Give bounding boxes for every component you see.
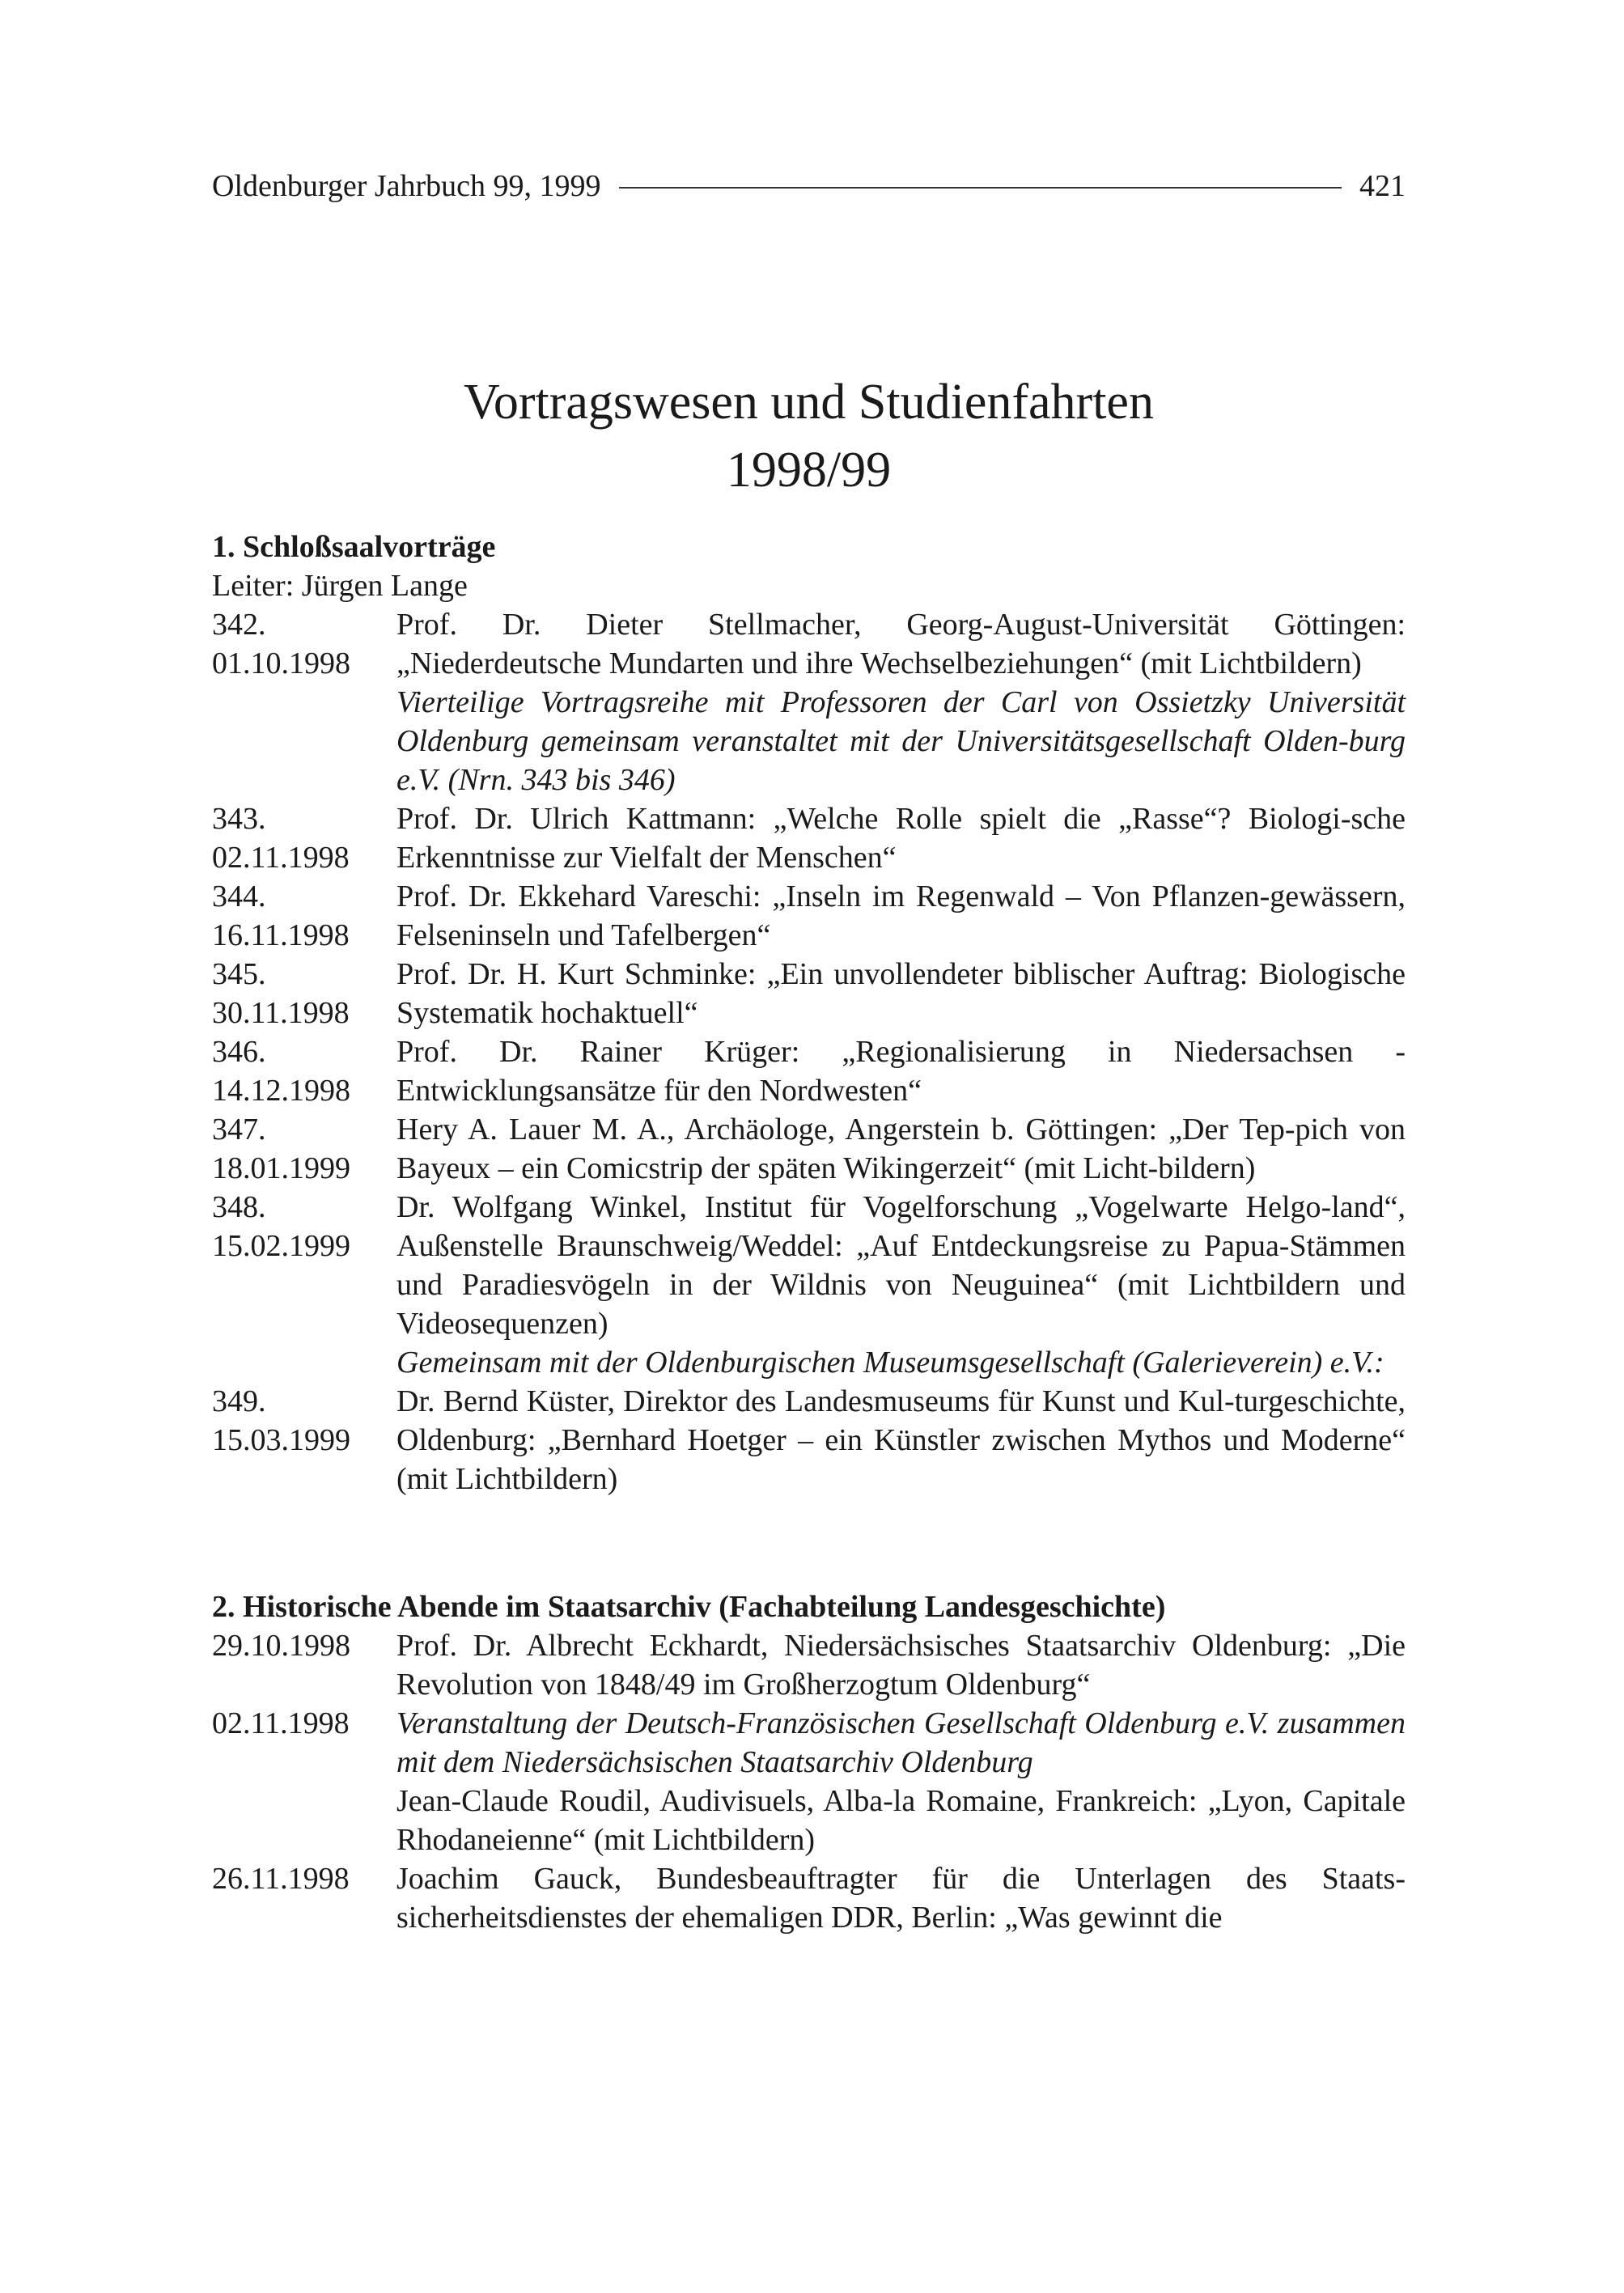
entry-meta <box>212 605 396 799</box>
entry-body <box>396 1859 1406 1937</box>
entry-number: 342. <box>212 608 266 642</box>
section-1-leader: Leiter: Jürgen Lange <box>212 569 468 603</box>
entry-text: Joachim Gauck, Bundesbeauftragter für die Unterlagen des Staats-sicherheitsdienstes der ehemaligen DDR, Berlin: „Was gewinnt die <box>396 1862 1406 1935</box>
entry-meta <box>212 955 396 1032</box>
title-line-1: Vortragswesen und Studienfahrten <box>464 375 1154 430</box>
entry-body <box>396 1110 1406 1188</box>
page-title <box>212 368 1406 504</box>
entry-text: Prof. Dr. Ulrich Kattmann: „Welche Rolle spielt die „Rasse“? Biologi-sche Erkenntnisse zur Vielfalt der Menschen“ <box>396 802 1406 875</box>
entry-text: Prof. Dr. Rainer Krüger: „Regionalisierung in Niedersachsen - Entwicklungsansätze für den Nordwesten“ <box>396 1035 1406 1108</box>
entry-date: 15.03.1999 <box>212 1423 350 1457</box>
entry-meta <box>212 1859 396 1937</box>
section-spacer <box>212 1498 1406 1587</box>
entry-meta <box>212 877 396 955</box>
entry-body <box>396 1626 1406 1704</box>
entry-text: Dr. Wolfgang Winkel, Institut für Vogelforschung „Vogelwarte Helgo-land“, Außenstelle Braunschweig/Weddel: „Auf Entdeckungsreise zu Papua-Stämmen und Paradiesvögeln in der Wildnis von Neuguinea“ (mit Lichtbildern und Videosequenzen) <box>396 1190 1406 1341</box>
entry-body <box>396 1188 1406 1382</box>
entry-text: Prof. Dr. Albrecht Eckhardt, Niedersächsisches Staatsarchiv Oldenburg: „Die Revolution von 1848/49 im Großherzogtum Oldenburg“ <box>396 1629 1406 1702</box>
entry-text: Hery A. Lauer M. A., Archäologe, Angerstein b. Göttingen: „Der Tep-pich von Bayeux – ein Comicstrip der späten Wikingerzeit“ (mit Licht-bildern) <box>396 1113 1406 1185</box>
entry-note: Veranstaltung der Deutsch-Französischen Gesellschaft Oldenburg e.V. zusammen mit dem Niedersächsischen Staatsarchiv Oldenburg <box>396 1706 1406 1779</box>
entry-number: 343. <box>212 802 266 836</box>
entry-date: 29.10.1998 <box>212 1629 350 1663</box>
entry-number: 347. <box>212 1113 266 1146</box>
entry-body <box>396 1704 1406 1859</box>
lecture-entry <box>212 1382 1406 1498</box>
entry-meta <box>212 1626 396 1704</box>
document-body <box>212 528 1406 1937</box>
lecture-entry <box>212 877 1406 955</box>
lecture-entry <box>212 1032 1406 1110</box>
entry-text: Prof. Dr. H. Kurt Schminke: „Ein unvollendeter biblischer Auftrag: Biologische Systematik hochaktuell“ <box>396 957 1406 1030</box>
entry-date: 26.11.1998 <box>212 1862 350 1896</box>
entry-meta <box>212 799 396 877</box>
journal-title: Oldenburger Jahrbuch 99, 1999 <box>212 169 601 203</box>
entry-date: 18.01.1999 <box>212 1151 350 1185</box>
entry-note: Vierteilige Vortragsreihe mit Professoren der Carl von Ossietzky Universität Oldenburg gemeinsam veranstaltet mit der Universitätsgesellschaft Olden-burg e.V. (Nrn. 343 bis 346) <box>396 685 1406 797</box>
lecture-entry <box>212 1110 1406 1188</box>
entry-date: 30.11.1998 <box>212 996 350 1030</box>
entry-text: Dr. Bernd Küster, Direktor des Landesmuseums für Kunst und Kul-turgeschichte, Oldenburg: „Bernhard Hoetger – ein Künstler zwischen Mythos und Moderne“ (mit Lichtbildern) <box>396 1384 1406 1496</box>
lecture-entry <box>212 955 1406 1032</box>
running-header <box>212 162 1406 210</box>
entry-body <box>396 799 1406 877</box>
lecture-entry <box>212 605 1406 799</box>
entry-text: Prof. Dr. Dieter Stellmacher, Georg-August-Universität Göttingen: „Niederdeutsche Mundarten und ihre Wechselbeziehungen“ (mit Lichtbildern) <box>396 608 1406 680</box>
header-rule <box>619 187 1342 189</box>
entry-date: 15.02.1999 <box>212 1229 350 1263</box>
entry-text: Jean-Claude Roudil, Audivisuels, Alba-la Romaine, Frankreich: „Lyon, Capitale Rhodaneienne“ (mit Lichtbildern) <box>396 1784 1406 1857</box>
entry-date: 14.12.1998 <box>212 1074 350 1108</box>
lecture-entry <box>212 1626 1406 1704</box>
entry-date: 02.11.1998 <box>212 841 350 875</box>
title-line-2: 1998/99 <box>726 443 892 498</box>
lecture-entry <box>212 1188 1406 1382</box>
lecture-entry <box>212 799 1406 877</box>
entry-number: 344. <box>212 879 266 913</box>
entry-meta <box>212 1704 396 1859</box>
entry-body <box>396 955 1406 1032</box>
entry-number: 345. <box>212 957 266 991</box>
entry-date: 16.11.1998 <box>212 918 350 952</box>
section-1-heading: 1. Schloßsaalvorträge <box>212 530 496 564</box>
entry-number: 349. <box>212 1384 266 1418</box>
entry-body <box>396 605 1406 799</box>
section-2-heading: 2. Historische Abende im Staatsarchiv (Fachabteilung Landesgeschichte) <box>212 1590 1166 1624</box>
entry-date: 01.10.1998 <box>212 646 350 680</box>
entry-body <box>396 1032 1406 1110</box>
entry-body <box>396 1382 1406 1498</box>
entry-number: 346. <box>212 1035 266 1069</box>
lecture-entry <box>212 1859 1406 1937</box>
entry-text: Prof. Dr. Ekkehard Vareschi: „Inseln im Regenwald – Von Pflanzen-gewässern, Felseninseln und Tafelbergen“ <box>396 879 1406 952</box>
page-number: 421 <box>1359 169 1406 203</box>
entry-date: 02.11.1998 <box>212 1706 350 1740</box>
entry-meta <box>212 1110 396 1188</box>
lecture-entry <box>212 1704 1406 1859</box>
entry-body <box>396 877 1406 955</box>
entry-number: 348. <box>212 1190 266 1224</box>
entry-meta <box>212 1032 396 1110</box>
entry-meta <box>212 1382 396 1498</box>
entry-note: Gemeinsam mit der Oldenburgischen Museumsgesellschaft (Galerieverein) e.V.: <box>396 1346 1384 1380</box>
entry-meta <box>212 1188 396 1382</box>
